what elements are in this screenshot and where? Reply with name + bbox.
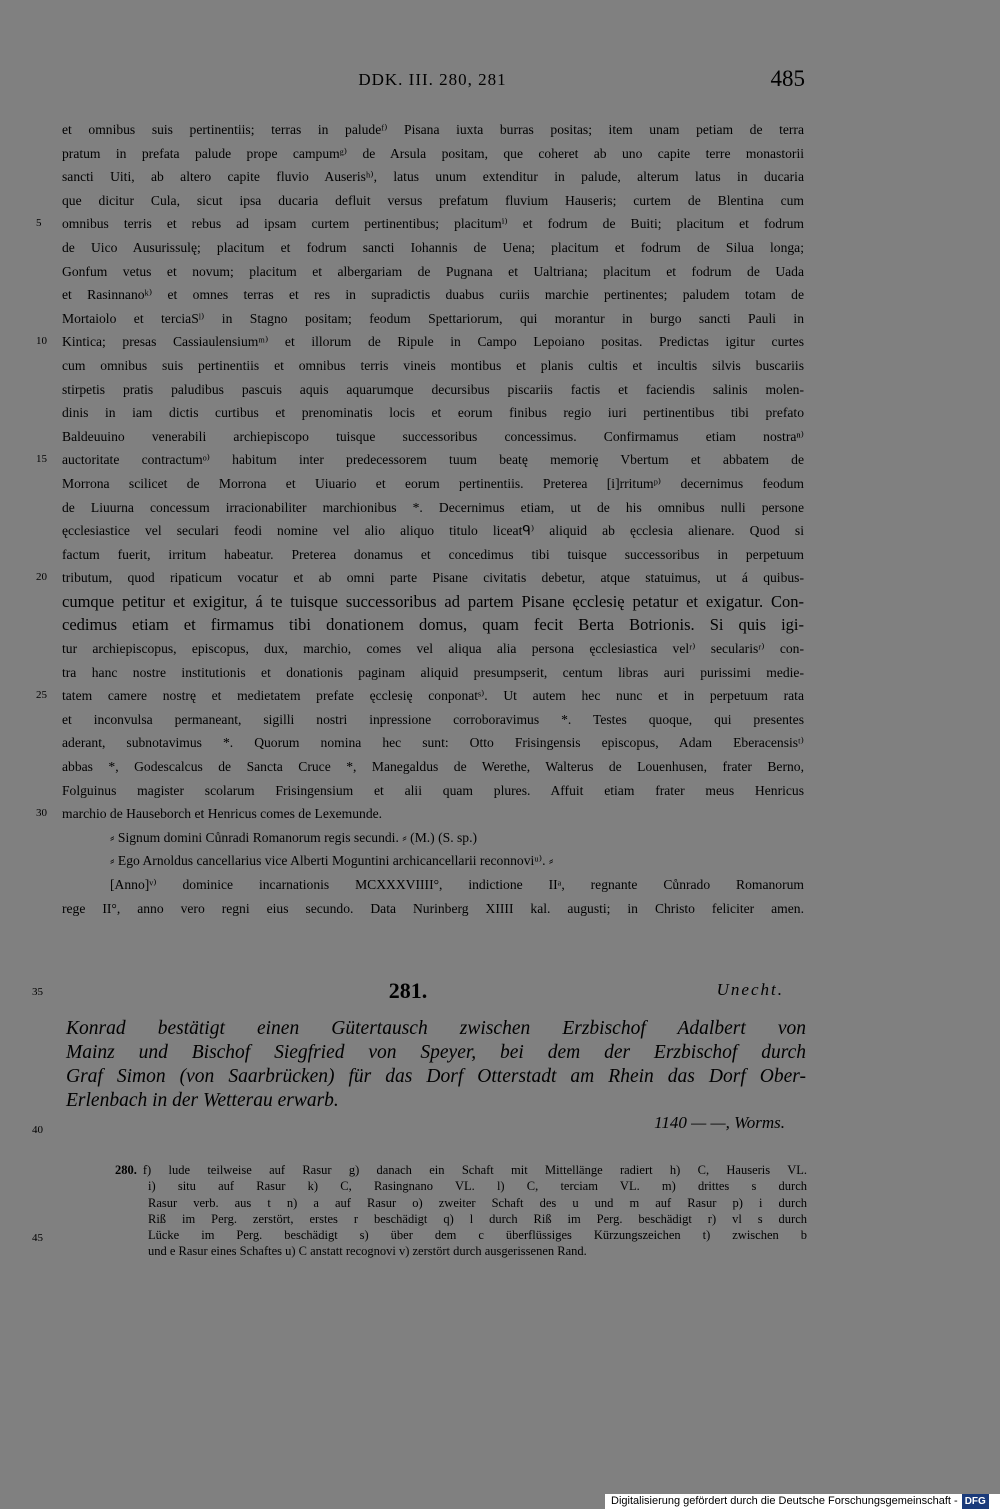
- text-line: [62, 283, 804, 307]
- line-number: 25: [36, 689, 47, 702]
- line-number: 15: [36, 453, 47, 466]
- line-text: stirpetis pratis paludibus pascuis aquis aquarumque decursibus piscariis factis et faciendis salinis molen-: [62, 381, 804, 397]
- line-text: cum omnibus suis pertinentiis et omnibus terris vineis montibus et planis cultis et incultis silvis buscariis: [62, 357, 804, 373]
- text-line: [62, 779, 804, 803]
- text-line: [62, 661, 804, 685]
- line-text: ⸗ Ego Arnoldus cancellarius vice Alberti Moguntini archicancellarii reconnoviᵘ⁾. ⸗: [110, 853, 554, 869]
- text-line: [62, 543, 804, 567]
- page-header: [60, 66, 805, 96]
- text-line: [62, 401, 804, 425]
- line-text: Folguinus magister scolarum Frisingensium et alii quam plures. Affuit etiam frater meus Henricus: [62, 782, 804, 798]
- line-text: et Rasinnanoᵏ⁾ et omnes terras et res in supradictis duabus curiis marchie pertinentes; paludem totam de: [62, 287, 804, 303]
- text-line: [62, 472, 804, 496]
- date-place: 1140 — —, Worms.: [654, 1113, 785, 1132]
- line-text: sancti Uiti, ab altero capite fluvio Auserisʰ⁾, latus unum extenditur in palude, alterum latus in ducaria: [62, 169, 804, 185]
- footnote-line: [115, 1211, 807, 1227]
- line-text: omnibus terris et rebus ad ipsam curtem pertinentibus; placitumⁱ⁾ et fodrum de Buiti; placitum et fodrum: [62, 216, 804, 232]
- footnote-text: Riß im Perg. zerstört, erstes r beschädigt q) l durch Riß im Perg. beschädigt r) vl s durch: [148, 1211, 807, 1226]
- line-text: cumque petitur et exigitur, á te tuisque successoribus ad partem Pisane ęcclesię petatur et exigatur. Con-: [62, 591, 804, 611]
- text-line: [62, 826, 804, 850]
- footnote-line: [115, 1227, 807, 1243]
- footnotes: [115, 1162, 807, 1260]
- line-text: tributum, quod ripaticum vocatur et ab omni parte Pisane civitatis debetur, atque statuimus, ut á quibus-: [62, 570, 804, 586]
- line-text: Baldeuuino venerabili archiepiscopo tuisque successoribus concessimus. Confirmamus etiam nostraⁿ⁾: [62, 428, 804, 444]
- text-line: [62, 731, 804, 755]
- text-line: [62, 425, 804, 449]
- text-line: [62, 354, 804, 378]
- line-text: tatem camere nostrę et medietatem prefate ęcclesię conponatˢ⁾. Ut autem hec nunc et in perpetuum rata: [62, 688, 804, 704]
- text-line: [62, 755, 804, 779]
- line-text: dinis in iam dictis curtibus et prenominatis locis et eorum finibus regio iuri pertinentibus tibi prefato: [62, 405, 804, 421]
- text-line: [62, 613, 804, 637]
- text-line: [62, 118, 804, 142]
- dfg-logo: DFG: [962, 1494, 989, 1509]
- line-text: marchio de Hauseborch et Henricus comes de Lexemunde.: [62, 806, 383, 822]
- page-number: 485: [770, 66, 805, 91]
- line-text: abbas *, Godescalcus de Sancta Cruce *, Manegaldus de Werethe, Walterus de Louenhusen, frater Berno,: [62, 759, 804, 775]
- line-text: et omnibus suis pertinentiis; terras in paludeᶠ⁾ Pisana iuxta burras positas; item unam petiam de terra: [62, 122, 804, 137]
- line-number: 35: [32, 986, 43, 998]
- regest: [66, 1017, 806, 1113]
- text-line: [36, 212, 804, 236]
- line-number: 45: [32, 1232, 43, 1244]
- line-number: 40: [32, 1124, 43, 1136]
- text-line: [62, 236, 804, 260]
- line-text: aderant, subnotavimus *. Quorum nomina hec sunt: Otto Frisingensis episcopus, Adam Eberacensisᵗ⁾: [62, 735, 804, 751]
- text-line: [62, 496, 804, 520]
- text-line: [62, 307, 804, 331]
- regest-line: Graf Simon (von Saarbrücken) für das Dorf Otterstadt am Rhein das Dorf Ober-: [66, 1066, 806, 1087]
- text-line: [62, 708, 804, 732]
- text-line: [62, 519, 804, 543]
- line-text: et inconvulsa permaneant, sigilli nostri inpressione corroboravimus *. Testes quoque, qui presentes: [62, 711, 804, 727]
- text-line: [62, 637, 804, 661]
- footer-text: Digitalisierung gefördert durch die Deutsche Forschungsgemeinschaft -: [611, 1495, 958, 1507]
- footnote-line: [115, 1178, 807, 1194]
- line-text: Mortaiolo et terciaSˡ⁾ in Stagno positam; feodum Spettariorum, qui morantur in burgo sancti Pauli in: [62, 310, 804, 326]
- text-line: [36, 802, 804, 826]
- document-number: 281.: [388, 978, 428, 1003]
- line-number: 30: [36, 807, 47, 820]
- line-text: Gonfum vetus et novum; placitum et albergariam de Pugnana et Ualtriana; placitum et fodrum de Uada: [62, 263, 804, 279]
- footnote-text: i) situ auf Rasur k) C, Rasingnano VL. l) C, terciam VL. m) drittes s durch: [148, 1179, 807, 1194]
- text-line: [62, 897, 804, 921]
- line-text: rege II°, anno vero regni eius secundo. Data Nurinberg XIIII kal. augusti; in Christo feliciter amen.: [62, 900, 804, 916]
- line-text: que dicitur Cula, sicut ipsa ducaria defluit versus prefatum fluvium Hauseris; curtem de Blentina cum: [62, 192, 804, 208]
- line-text: ęcclesiastice vel seculari feodi nomine vel alio aliquo titulo liceatᑫ⁾ aliquid ab ęcclesia alienare. Quod si: [62, 523, 804, 539]
- document-heading: [32, 978, 784, 1008]
- line-text: ⸗ Signum domini Cůnradi Romanorum regis secundi. ⸗ (M.) (S. sp.): [110, 829, 477, 845]
- text-line: [62, 165, 804, 189]
- footnote-line: [115, 1162, 807, 1178]
- text-line: [36, 330, 804, 354]
- regest-line: Mainz und Bischof Siegfried von Speyer, bei dem der Erzbischof durch: [66, 1042, 806, 1063]
- footnote-line: [115, 1195, 807, 1211]
- text-line: [62, 849, 804, 873]
- line-text: tra hanc nostre institutionis et donationis paginam aliquid presumpserit, centum libras auri purissimi medie-: [62, 664, 804, 680]
- line-number: 10: [36, 335, 47, 348]
- line-number: 20: [36, 571, 47, 584]
- text-line: [62, 873, 804, 897]
- text-line: [62, 378, 804, 402]
- footnote-text: und e Rasur eines Schaftes u) C anstatt recognovi v) zerstört durch ausgerissenen Rand.: [148, 1244, 587, 1259]
- footnote-text: Lücke im Perg. beschädigt s) über dem c überflüssiges Kürzungszeichen t) zwischen b: [148, 1228, 807, 1243]
- line-text: de Uico Ausurissulę; placitum et fodrum sancti Iohannis de Uena; placitum et fodrum de Silua longa;: [62, 239, 804, 255]
- running-title: DDK. III. 280, 281: [358, 70, 507, 89]
- line-text: Kintica; presas Cassiaulensiumᵐ⁾ et illorum de Ripule in Campo Lepoiano positas. Predictas igitur curtes: [62, 334, 804, 350]
- charter-text: [36, 118, 804, 920]
- footnote-text: Rasur verb. aus t n) a auf Rasur o) zweiter Schaft des u und m auf Rasur p) i durch: [148, 1195, 807, 1210]
- text-line: [62, 142, 804, 166]
- text-line: [62, 189, 804, 213]
- line-text: tur archiepiscopus, episcopus, dux, marchio, comes vel aliqua alia persona ęcclesiastica velʳ⁾ secularisʳ⁾ con-: [62, 641, 804, 657]
- regest-line: Konrad bestätigt einen Gütertausch zwischen Erzbischof Adalbert von: [66, 1018, 806, 1039]
- line-text: Morrona scilicet de Morrona et Uiuario et eorum pertinentiis. Preterea [i]rritumᵖ⁾ decernimus feodum: [62, 475, 804, 491]
- text-line: [36, 684, 804, 708]
- footnote-line: [115, 1243, 807, 1259]
- line-number: 5: [36, 217, 42, 230]
- text-line: [36, 448, 804, 472]
- line-text: factum fuerit, irritum habeatur. Preterea donamus et concedimus tibi tuisque successoribus in perpetuum: [62, 546, 804, 562]
- text-line: [36, 566, 804, 590]
- line-text: pratum in prefata palude prope campumᵍ⁾ de Arsula positam, que coheret ab uno capite terre monastorii: [62, 145, 804, 161]
- document-status: Unecht.: [716, 980, 784, 999]
- footer-bar: [605, 1494, 1000, 1509]
- text-line: [62, 590, 804, 614]
- regest-line: Erlenbach in der Wetterau erwarb.: [66, 1090, 339, 1111]
- line-text: cedimus etiam et firmamus tibi donationem domus, quam fecit Berta Botrionis. Si quis igi-: [62, 615, 804, 635]
- text-line: [62, 260, 804, 284]
- line-text: de Liuurna concessum irracionabiliter marchionibus *. Decernimus etiam, ut de his omnibus nulli persone: [62, 499, 804, 515]
- footnote-text: f) lude teilweise auf Rasur g) danach ein Schaft mit Mittellänge radiert h) C, Hauseris VL.: [142, 1163, 807, 1177]
- line-text: [Anno]ᵛ⁾ dominice incarnationis MCXXXVIIII°, indictione IIᵃ, regnante Cůnrado Romanorum: [110, 877, 804, 892]
- line-text: auctoritate contractumᵒ⁾ habitum inter predecessorem tuum beatę memorię Vbertum et abbatem de: [62, 452, 804, 468]
- footnote-label: 280.: [115, 1163, 137, 1177]
